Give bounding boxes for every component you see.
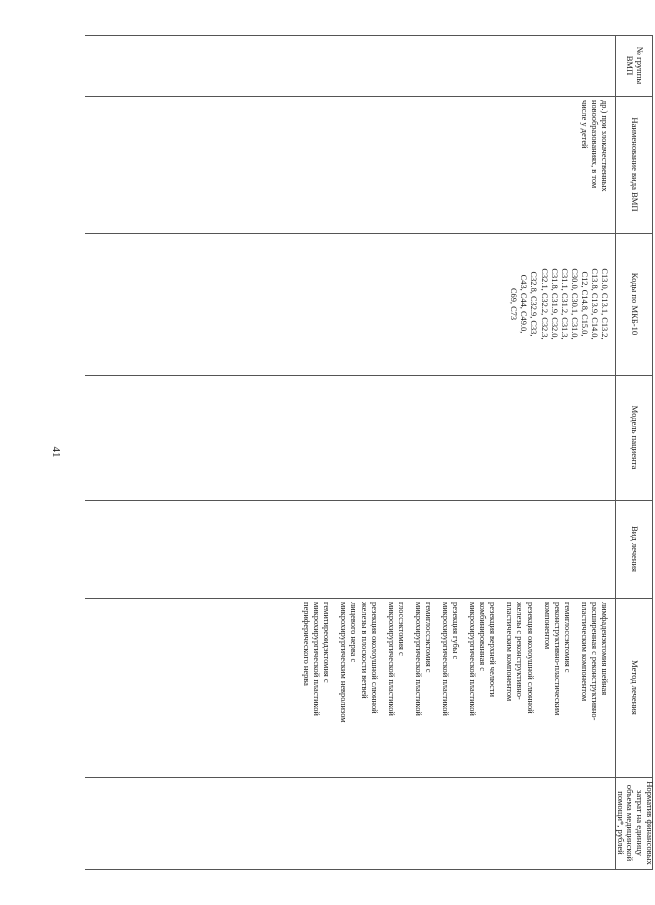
method-line: микрохирургической пластикой bbox=[440, 602, 450, 716]
method-item bbox=[338, 602, 378, 773]
vmp-name-line: др.) при злокачественных bbox=[600, 100, 609, 192]
method-line: резекция околоушной слюнной bbox=[369, 602, 379, 714]
method-item bbox=[413, 602, 433, 773]
header-mkb-codes: Коды по МКБ-10 bbox=[630, 272, 641, 336]
column-divider bbox=[85, 96, 653, 97]
method-line: периферического нерва bbox=[302, 602, 312, 686]
method-line: гемиглоссэктомия с bbox=[562, 602, 572, 673]
method-line: микрохирургическим невролизом bbox=[339, 602, 349, 723]
mkb-code-line: C13.8, C13.9, C14.0, bbox=[589, 268, 599, 340]
method-line: глоссэктомия с bbox=[396, 602, 406, 656]
mkb-code-line: C12, C14.8, C15.0, bbox=[579, 271, 589, 337]
mkb-code-line: C32.1, C32.2, C32.3, bbox=[539, 268, 549, 340]
table-border-right bbox=[85, 869, 653, 870]
vmp-name-line: числе у детей bbox=[579, 100, 589, 149]
header-patient-model: Модель пациента bbox=[630, 405, 641, 470]
method-item bbox=[301, 602, 331, 773]
method-line: резекция верхней челюсти bbox=[488, 602, 498, 698]
method-line: комбинированная с bbox=[478, 602, 488, 671]
mkb-codes-cell bbox=[508, 233, 609, 375]
column-divider bbox=[85, 375, 653, 376]
method-item bbox=[440, 602, 460, 773]
method-line: железы в плоскости ветвей bbox=[359, 602, 369, 699]
method-line: пластическим компонентом bbox=[579, 602, 589, 702]
method-line: микрохирургической пластикой bbox=[386, 602, 396, 716]
method-line: расширенная с реконструктивно- bbox=[589, 602, 599, 721]
mkb-code-line: C32.8, C32.9, C33, bbox=[529, 271, 539, 337]
method-item bbox=[504, 602, 534, 773]
table-border-left bbox=[85, 35, 653, 36]
method-line: пластическим компонентом bbox=[505, 602, 515, 702]
header-group-number: № группы ВМП bbox=[625, 46, 646, 85]
page-number: 41 bbox=[50, 446, 62, 458]
methods-cell bbox=[294, 598, 609, 777]
mkb-code-line: C31.1, C31.2, C31.3, bbox=[559, 268, 569, 340]
method-line: железы с реконструктивно- bbox=[515, 602, 525, 700]
mkb-code-line: C43, C44, C49.0, bbox=[519, 274, 529, 334]
header-treatment-type: Вид лечения bbox=[630, 525, 641, 573]
method-item bbox=[542, 602, 572, 773]
mkb-code-line: C30.0, C30.1, C31.0, bbox=[569, 268, 579, 340]
header-vmp-name: Наименование вида ВМП bbox=[630, 117, 641, 212]
method-line: гемитиреоидэктомия с bbox=[322, 602, 332, 683]
method-line: микрохирургической пластикой bbox=[413, 602, 423, 716]
method-line: микрохирургической пластикой bbox=[312, 602, 322, 716]
method-line: компонентом bbox=[542, 602, 552, 650]
rotated-table-page bbox=[85, 35, 653, 870]
header-treatment-method: Метод лечения bbox=[630, 660, 641, 715]
method-line: резекция губы с bbox=[451, 602, 461, 660]
method-item bbox=[467, 602, 497, 773]
method-line: микрохирургической пластикой bbox=[468, 602, 478, 716]
column-divider bbox=[85, 500, 653, 501]
mkb-code-line: C31.8, C31.9, C32.0, bbox=[549, 268, 559, 340]
method-line: резекция околоушной слюнной bbox=[525, 602, 535, 714]
method-line: реконструктивно-пластическим bbox=[552, 602, 562, 716]
mkb-code-line: C69, C73 bbox=[509, 287, 519, 321]
mkb-code-line: C13.0, C13.1, C13.2, bbox=[600, 268, 609, 340]
vmp-name-cell bbox=[579, 96, 609, 233]
table-grid bbox=[85, 35, 653, 870]
column-divider bbox=[85, 777, 653, 778]
method-item bbox=[579, 602, 609, 773]
method-line: лицевого нерва с bbox=[349, 602, 359, 663]
method-item bbox=[386, 602, 406, 773]
method-line: гемиглоссэктомия с bbox=[423, 602, 433, 673]
vmp-name-line: новообразованиях, в том bbox=[589, 100, 599, 189]
header-cost-norm: Норматив финансовых затрат на единицу объема медицинской помощи*, рублей bbox=[615, 781, 655, 865]
method-line: лимфаденэктомия шейная bbox=[600, 602, 609, 696]
